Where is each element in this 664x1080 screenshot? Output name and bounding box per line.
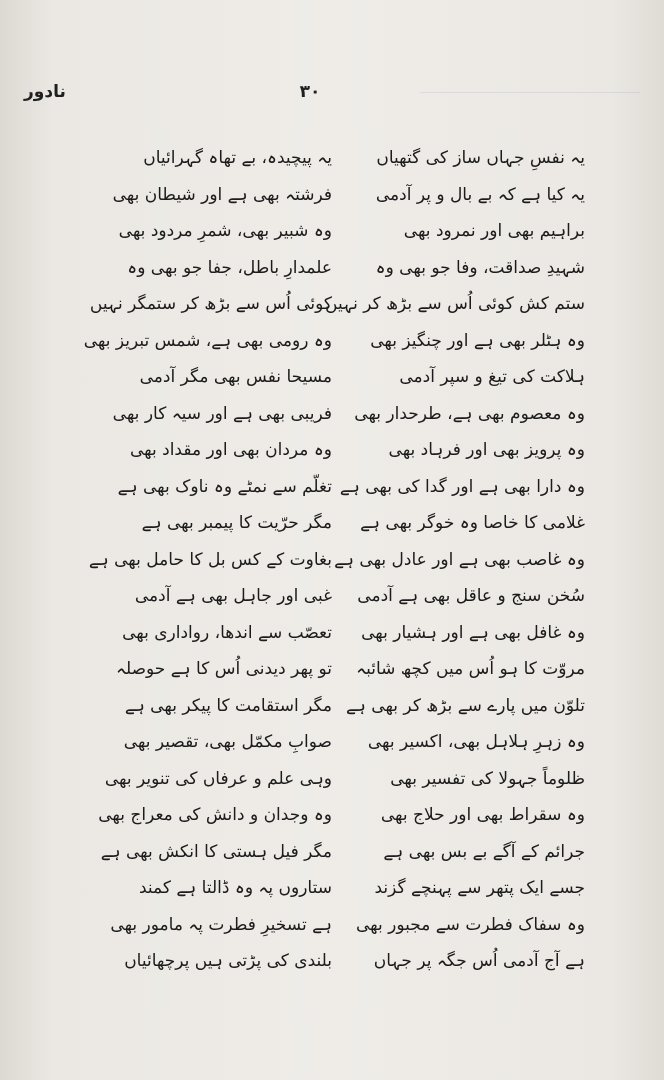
verse-line: براہیم بھی اور نمرود بھی bbox=[403, 221, 585, 241]
verse-line: ستم کش کوئی اُس سے بڑھ کر نہیں bbox=[325, 294, 585, 314]
page-header bbox=[0, 82, 664, 112]
running-title: نادور bbox=[24, 82, 66, 102]
verse-line: وہ معصوم بھی ہے، طرحدار بھی bbox=[354, 403, 585, 424]
verse-line: صوابِ مکمّل بھی، تقصیر بھی bbox=[123, 732, 332, 752]
page-number: ۳۰ bbox=[299, 82, 321, 102]
verse-line: جسے ایک پتھر سے پہنچے گزند bbox=[374, 878, 585, 898]
verse-line: وہ ہٹلر بھی ہے اور چنگیز بھی bbox=[370, 330, 585, 351]
verse-line: ہے تسخیرِ فطرت پہ مامور بھی bbox=[110, 914, 332, 935]
verse-line: تو پھر دیدنی اُس کا ہے حوصلہ bbox=[116, 659, 332, 679]
verse-line: غبی اور جاہل بھی ہے آدمی bbox=[134, 586, 332, 606]
verse-line: ہے آج آدمی اُس جگہ پر جہاں bbox=[373, 951, 585, 971]
verse-line: وہ وجدان و دانش کی معراج بھی bbox=[98, 805, 332, 825]
verse-line: وہ شبیر بھی، شمرِ مردود بھی bbox=[118, 221, 332, 241]
verse-line: وہ زہرِ ہلاہل بھی، اکسیر بھی bbox=[367, 732, 585, 752]
verse-line: وہ دارا بھی ہے اور گدا کی بھی ہے bbox=[339, 476, 585, 497]
verse-line: تعصّب سے اندھا، رواداری بھی bbox=[122, 622, 332, 643]
verse-line: ستاروں پہ وہ ڈالتا ہے کمند bbox=[138, 878, 332, 898]
verse-line: وہ غافل بھی ہے اور ہشیار بھی bbox=[361, 622, 585, 643]
verse-line: تغلّم سے نمٹے وہ ناوک بھی ہے bbox=[117, 476, 332, 497]
verse-line: یہ کیا ہے کہ بے بال و پر آدمی bbox=[375, 184, 585, 205]
verse-line: وہ سقراط بھی اور حلاج بھی bbox=[380, 805, 585, 825]
verse-line: ہلاکت کی تیغ و سپر آدمی bbox=[399, 367, 585, 387]
verse-line: ظلوماً جہولا کی تفسیر بھی bbox=[390, 768, 585, 789]
verse-line: کوئی اُس سے بڑھ کر ستمگر نہیں bbox=[89, 294, 332, 314]
verse-line: مسیحا نفس بھی مگر آدمی bbox=[139, 367, 332, 387]
verse-line: سُخن سنج و عاقل بھی ہے آدمی bbox=[357, 586, 585, 606]
verse-line: فریبی بھی ہے اور سیہ کار بھی bbox=[112, 403, 332, 424]
verse-line: وہی علم و عرفاں کی تنویر بھی bbox=[104, 768, 332, 789]
left-verse-column bbox=[82, 140, 332, 980]
verse-line: غلامی کا خاصا وہ خوگر بھی ہے bbox=[360, 513, 585, 533]
verse-line: مگر حرّیت کا پیمبر بھی ہے bbox=[141, 513, 332, 533]
verse-line: یہ نفسِ جہاں ساز کی گتھیاں bbox=[376, 148, 585, 168]
verse-line: جرائم کے آگے بے بس بھی ہے bbox=[383, 841, 585, 862]
verse-line: بغاوت کے کس بل کا حامل بھی ہے bbox=[88, 549, 332, 570]
verse-line: مگر استقامت کا پیکر بھی ہے bbox=[124, 695, 332, 716]
verse-line: وہ سفاک فطرت سے مجبور بھی bbox=[355, 914, 585, 935]
verse-line: فرشتہ بھی ہے اور شیطان بھی bbox=[112, 184, 332, 205]
verse-line: وہ مردان بھی اور مقداد بھی bbox=[130, 440, 332, 460]
verse-line: یہ پیچیدہ، بے تھاہ گہرائیاں bbox=[143, 148, 332, 168]
verse-line: وہ رومی بھی ہے، شمس تبریز بھی bbox=[83, 330, 332, 351]
verse-line: مروّت کا ہو اُس میں کچھ شائبہ bbox=[356, 659, 585, 679]
verse-line: علمدارِ باطل، جفا جو بھی وہ bbox=[127, 257, 332, 278]
verse-line: تلوّن میں پارے سے بڑھ کر بھی ہے bbox=[345, 695, 585, 716]
verse-line: شہیدِ صداقت، وفا جو بھی وہ bbox=[375, 257, 585, 278]
verse-line: وہ پرویز بھی اور فرہاد بھی bbox=[388, 440, 585, 460]
right-verse-column bbox=[325, 140, 585, 980]
verse-line: مگر فیل ہستی کا انکش بھی ہے bbox=[100, 841, 332, 862]
verse-line: بلندی کی پڑتی ہیں پرچھائیاں bbox=[124, 951, 332, 971]
verse-line: وہ غاصب بھی ہے اور عادل بھی ہے bbox=[334, 549, 585, 570]
